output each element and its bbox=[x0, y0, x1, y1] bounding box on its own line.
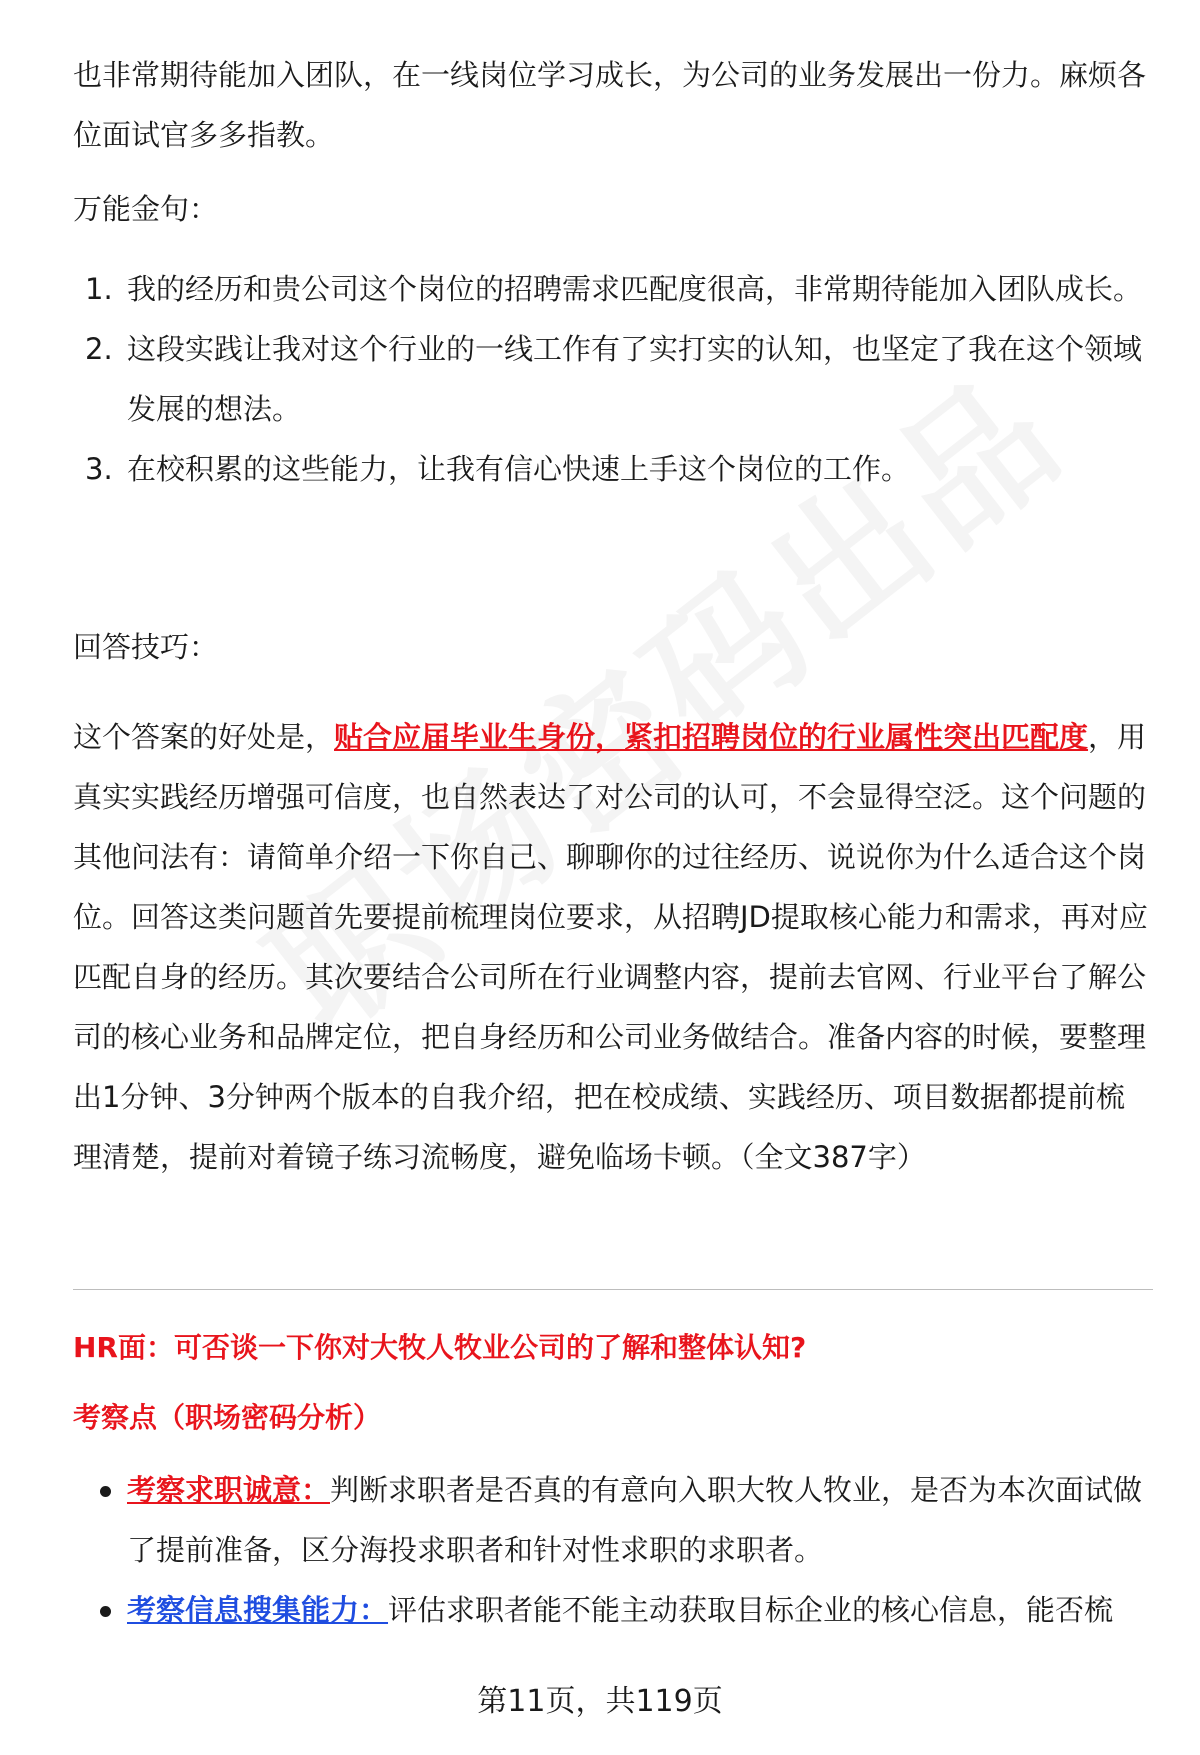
list-item-number: 2. bbox=[85, 332, 113, 366]
bullet-label: 考察求职诚意： bbox=[127, 1473, 331, 1507]
list-item bbox=[73, 1460, 1153, 1580]
tips-rest: ，用真实实践经历增强可信度，也自然表达了对公司的认可，不会显得空泛。这个问题的其他问法有：请简单介绍一下你自己、聊聊你的过往经历、说说你为什么适合这个岗位。回答这类问题首先要提前梳理岗位要求，从招聘JD提取核心能力和需求，再对应匹配自身的经历。其次要结合公司所在行业调整内容，提前去官网、行业平台了解公司的核心业务和品牌定位，把自身经历和公司业务做结合。准备内容的时候，要整理出1分钟、3分钟两个版本的自我介绍，把在校成绩、实践经历、项目数据都提前梳理清楚，提前对着镜子练习流畅度，避免临场卡顿。（全文387字） bbox=[73, 720, 1148, 1174]
list-item-number: 1. bbox=[85, 272, 113, 306]
list-item bbox=[73, 319, 1153, 439]
hr-question-heading: HR面：可否谈一下你对大牧人牧业公司的了解和整体认知? bbox=[73, 1331, 807, 1364]
list-item-text: 在校积累的这些能力，让我有信心快速上手这个岗位的工作。 bbox=[127, 452, 911, 486]
list-item-text: 我的经历和贵公司这个岗位的招聘需求匹配度很高，非常期待能加入团队成长。 bbox=[127, 272, 1143, 306]
tips-prefix: 这个答案的好处是， bbox=[73, 720, 335, 754]
assessment-subheading: 考察点（职场密码分析） bbox=[73, 1401, 382, 1434]
intro-text: 也非常期待能加入团队，在一线岗位学习成长，为公司的业务发展出一份力。麻烦各位面试官多多指教。 bbox=[73, 58, 1147, 152]
bullet-text: 评估求职者能不能主动获取目标企业的核心信息，能否梳 bbox=[388, 1593, 1114, 1627]
list-item-text: 这段实践让我对这个行业的一线工作有了实打实的认知，也坚定了我在这个领域发展的想法。 bbox=[127, 332, 1143, 426]
intro-paragraph bbox=[73, 45, 1153, 165]
list-item bbox=[73, 439, 1153, 499]
tips-highlight: 贴合应届毕业生身份，紧扣招聘岗位的行业属性突出匹配度 bbox=[334, 720, 1089, 754]
list-item bbox=[73, 259, 1153, 319]
tips-label bbox=[73, 617, 1153, 677]
bullet-label: 考察信息搜集能力： bbox=[127, 1593, 389, 1627]
list-item-number: 3. bbox=[85, 452, 113, 486]
section-divider bbox=[73, 1289, 1153, 1290]
assessment-points-list bbox=[73, 1460, 1153, 1640]
tips-label-text: 回答技巧： bbox=[73, 630, 219, 664]
golden-sentences-list bbox=[73, 259, 1153, 499]
list-item bbox=[73, 1580, 1153, 1640]
golden-sentences-label-text: 万能金句： bbox=[73, 192, 219, 226]
bullet-dot bbox=[100, 1486, 111, 1497]
tips-text bbox=[73, 707, 1153, 1187]
bullet-text: 判断求职者是否真的有意向入职大牧人牧业，是否为本次面试做了提前准备，区分海投求职者和针对性求职的求职者。 bbox=[127, 1473, 1143, 1567]
bullet-dot bbox=[100, 1606, 111, 1617]
golden-sentences-label bbox=[73, 179, 1153, 239]
tips-paragraph bbox=[73, 707, 1153, 1187]
page-number: 第11页，共119页 bbox=[477, 1684, 723, 1719]
